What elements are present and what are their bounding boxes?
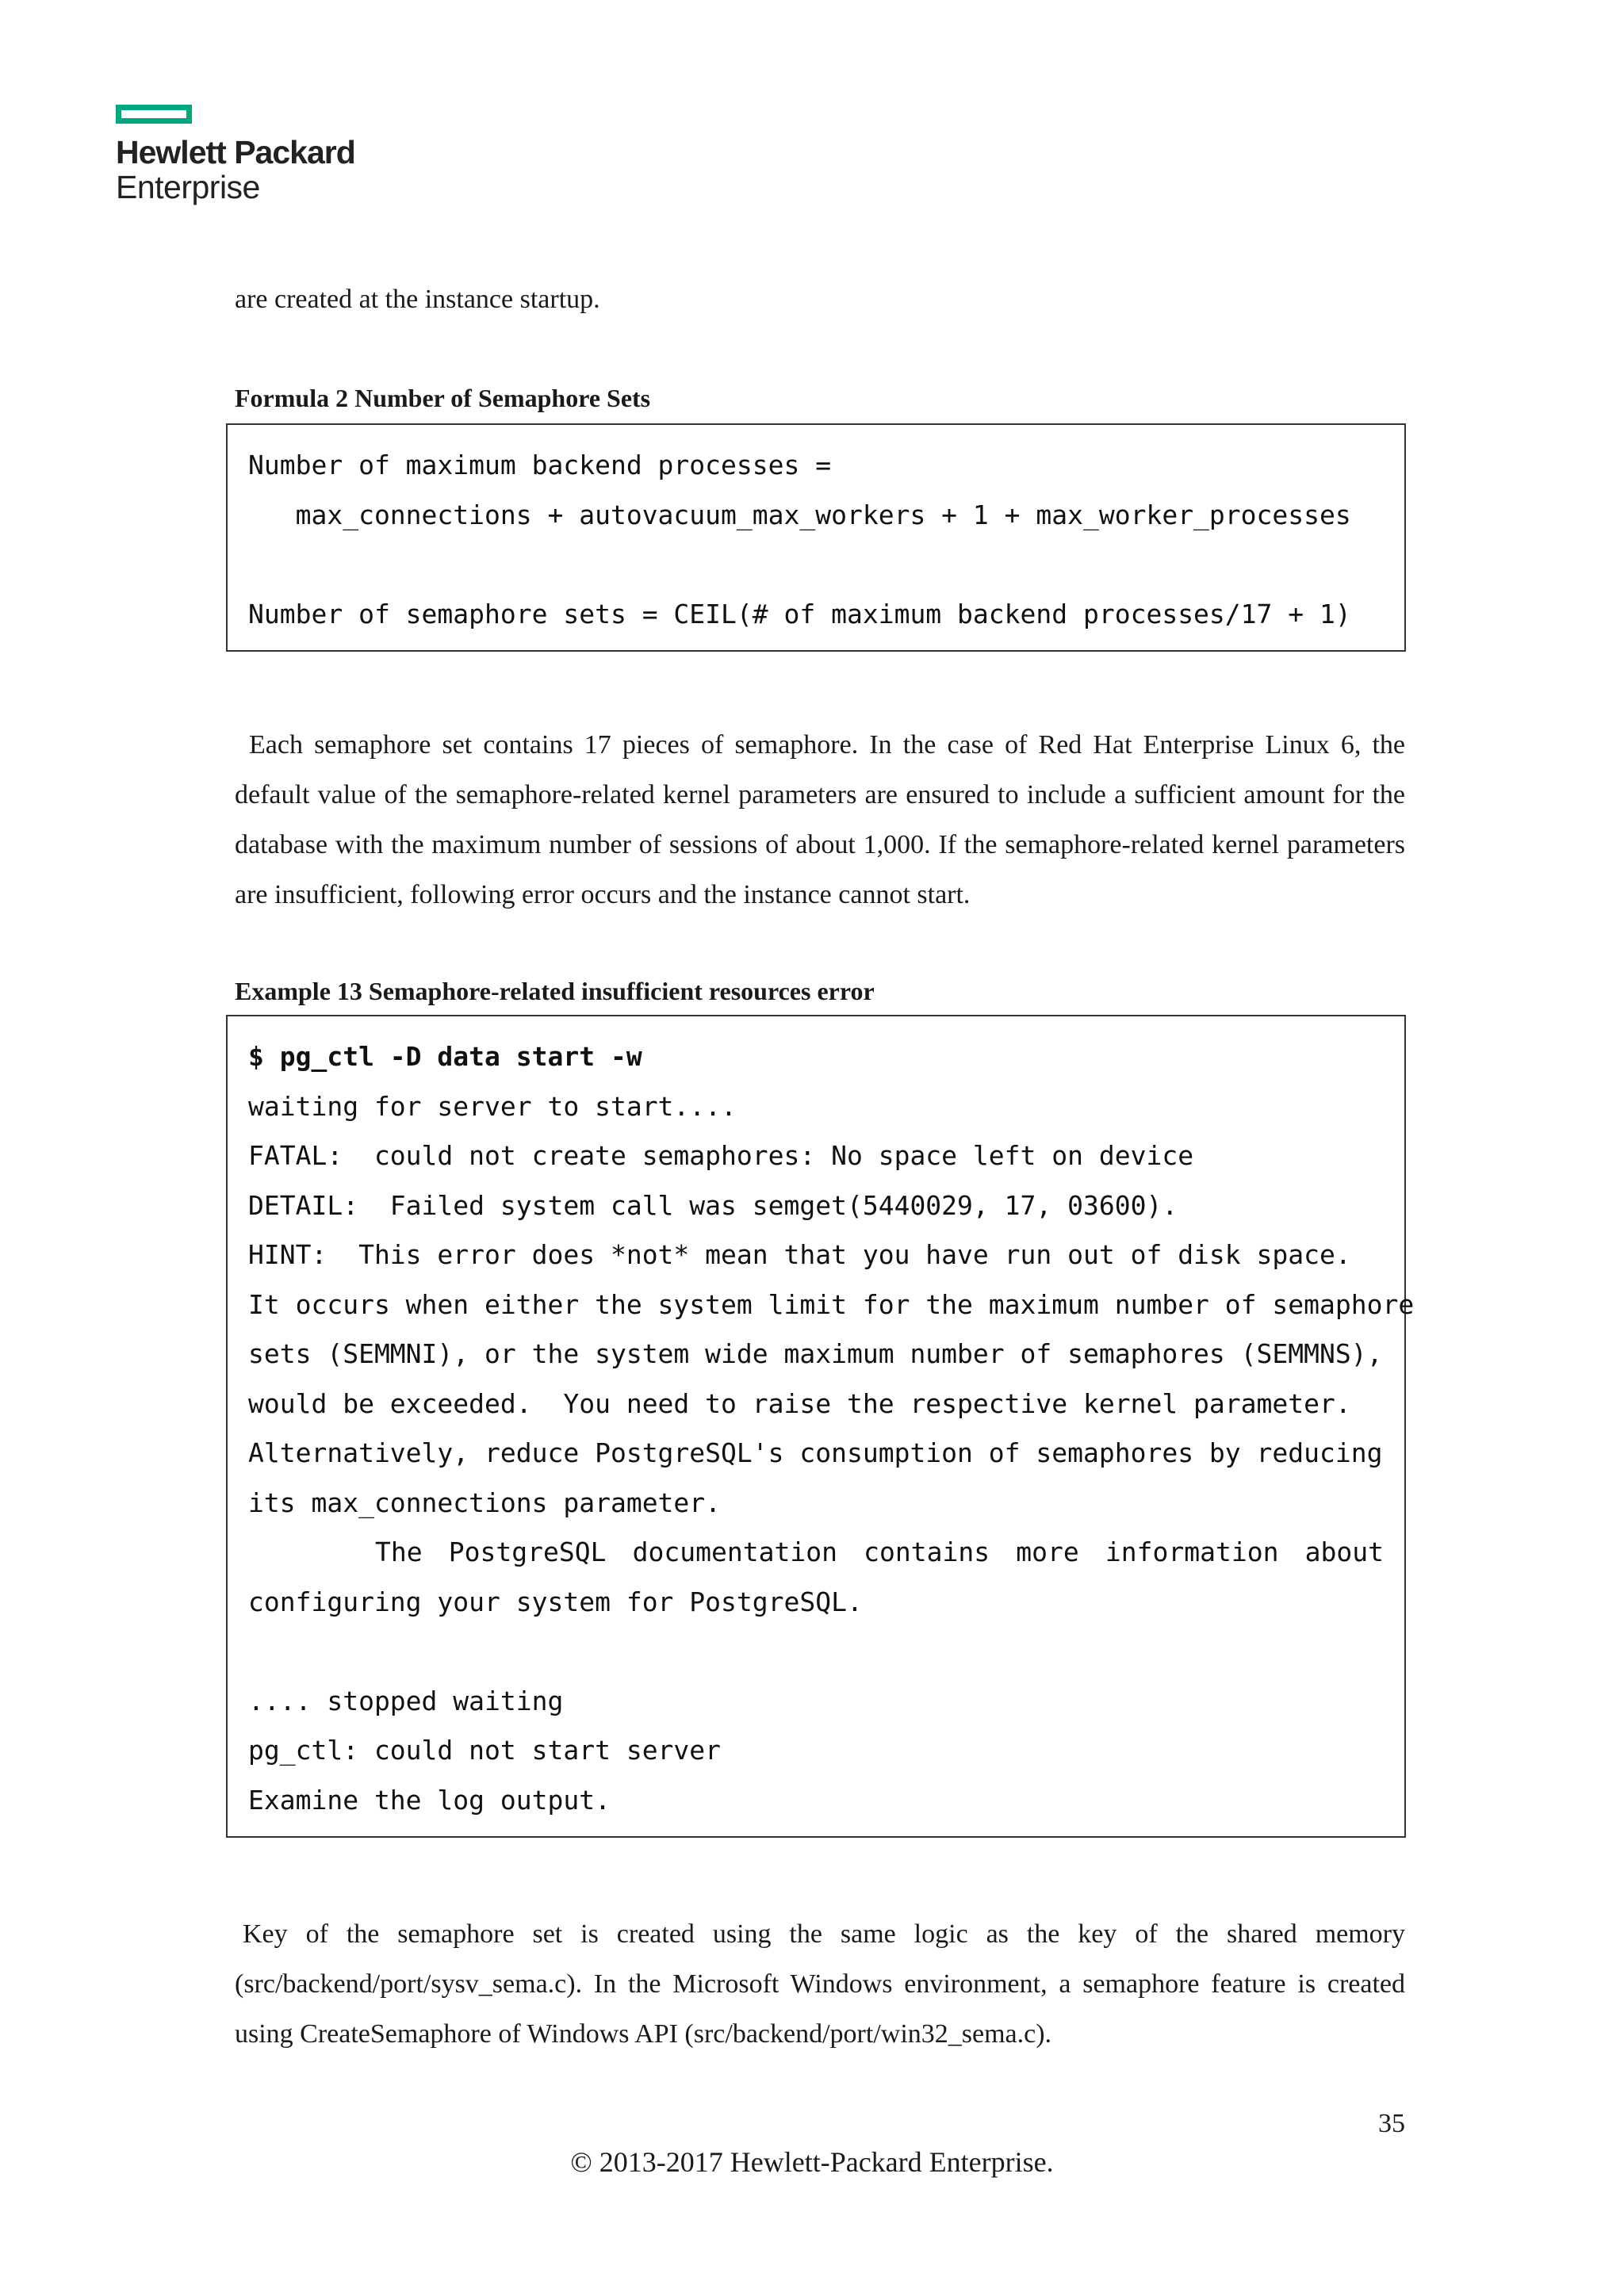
formula-caption: Formula 2 Number of Semaphore Sets: [235, 384, 651, 412]
output-line: It occurs when either the system limit for the maximum number of semaphore: [248, 1288, 1415, 1320]
company-logo: [116, 105, 377, 205]
output-line: waiting for server to start....: [248, 1090, 737, 1122]
output-line: .... stopped waiting: [248, 1685, 564, 1716]
body-paragraph-2: Key of the semaphore set is created using the same logic as the key of the shared memory (src/backend/port/sysv_sema.c). In the Microsoft Windows environment, a semaphore feature is created using CreateSemaphore of Windows API (src/backend/port/win32_sema.c).: [235, 1919, 1405, 2049]
copyright-notice: © 2013-2017 Hewlett-Packard Enterprise.: [570, 2146, 1054, 2178]
output-line: configuring your system for PostgreSQL.: [248, 1586, 863, 1617]
output-line: Alternatively, reduce PostgreSQL's consumption of semaphores by reducing: [248, 1437, 1383, 1468]
formula-line: Number of semaphore sets = CEIL(# of maximum backend processes/17 + 1): [248, 598, 1351, 629]
output-line: its max_connections parameter.: [248, 1487, 722, 1518]
output-line: The PostgreSQL documentation contains more information about: [375, 1536, 1384, 1567]
logo-text-line1: Hewlett Packard: [116, 134, 355, 170]
output-line: [248, 1627, 1384, 1677]
formula-line: max_connections + autovacuum_max_workers + 1 + max_worker_processes: [248, 499, 1351, 530]
formula-line: Number of maximum backend processes =: [248, 450, 832, 480]
output-line: pg_ctl: could not start server: [248, 1735, 722, 1766]
example-caption: Example 13 Semaphore-related insufficient resources error: [235, 977, 875, 1005]
logo-text-line2: Enterprise: [116, 169, 260, 205]
formula-line: [248, 540, 1384, 590]
formula-box: [226, 423, 1406, 652]
output-line: sets (SEMMNI), or the system wide maximum number of semaphores (SEMMNS),: [248, 1338, 1383, 1369]
output-line: DETAIL: Failed system call was semget(5440029, 17, 03600).: [248, 1189, 1178, 1221]
output-line: would be exceeded. You need to raise the respective kernel parameter.: [248, 1387, 1351, 1419]
intro-text: are created at the instance startup.: [235, 285, 600, 314]
example-code-box: [226, 1015, 1415, 1838]
body-paragraph-1: Each semaphore set contains 17 pieces of semaphore. In the case of Red Hat Enterprise Linux 6, the default value of the semaphore-related kernel parameters are ensured to include a sufficient amount for the database with the maximum number of sessions of about 1,000. If the semaphore-related kernel parameters are insufficient, following error occurs and the instance cannot start.: [235, 730, 1405, 909]
page-number: 35: [1378, 2109, 1405, 2138]
logo-bar-icon: [116, 105, 192, 124]
output-line: HINT: This error does *not* mean that you have run out of disk space.: [248, 1239, 1351, 1270]
command-line: $ pg_ctl -D data start -w: [248, 1041, 642, 1072]
output-line: Examine the log output.: [248, 1784, 611, 1816]
output-line: FATAL: could not create semaphores: No space left on device: [248, 1140, 1194, 1171]
